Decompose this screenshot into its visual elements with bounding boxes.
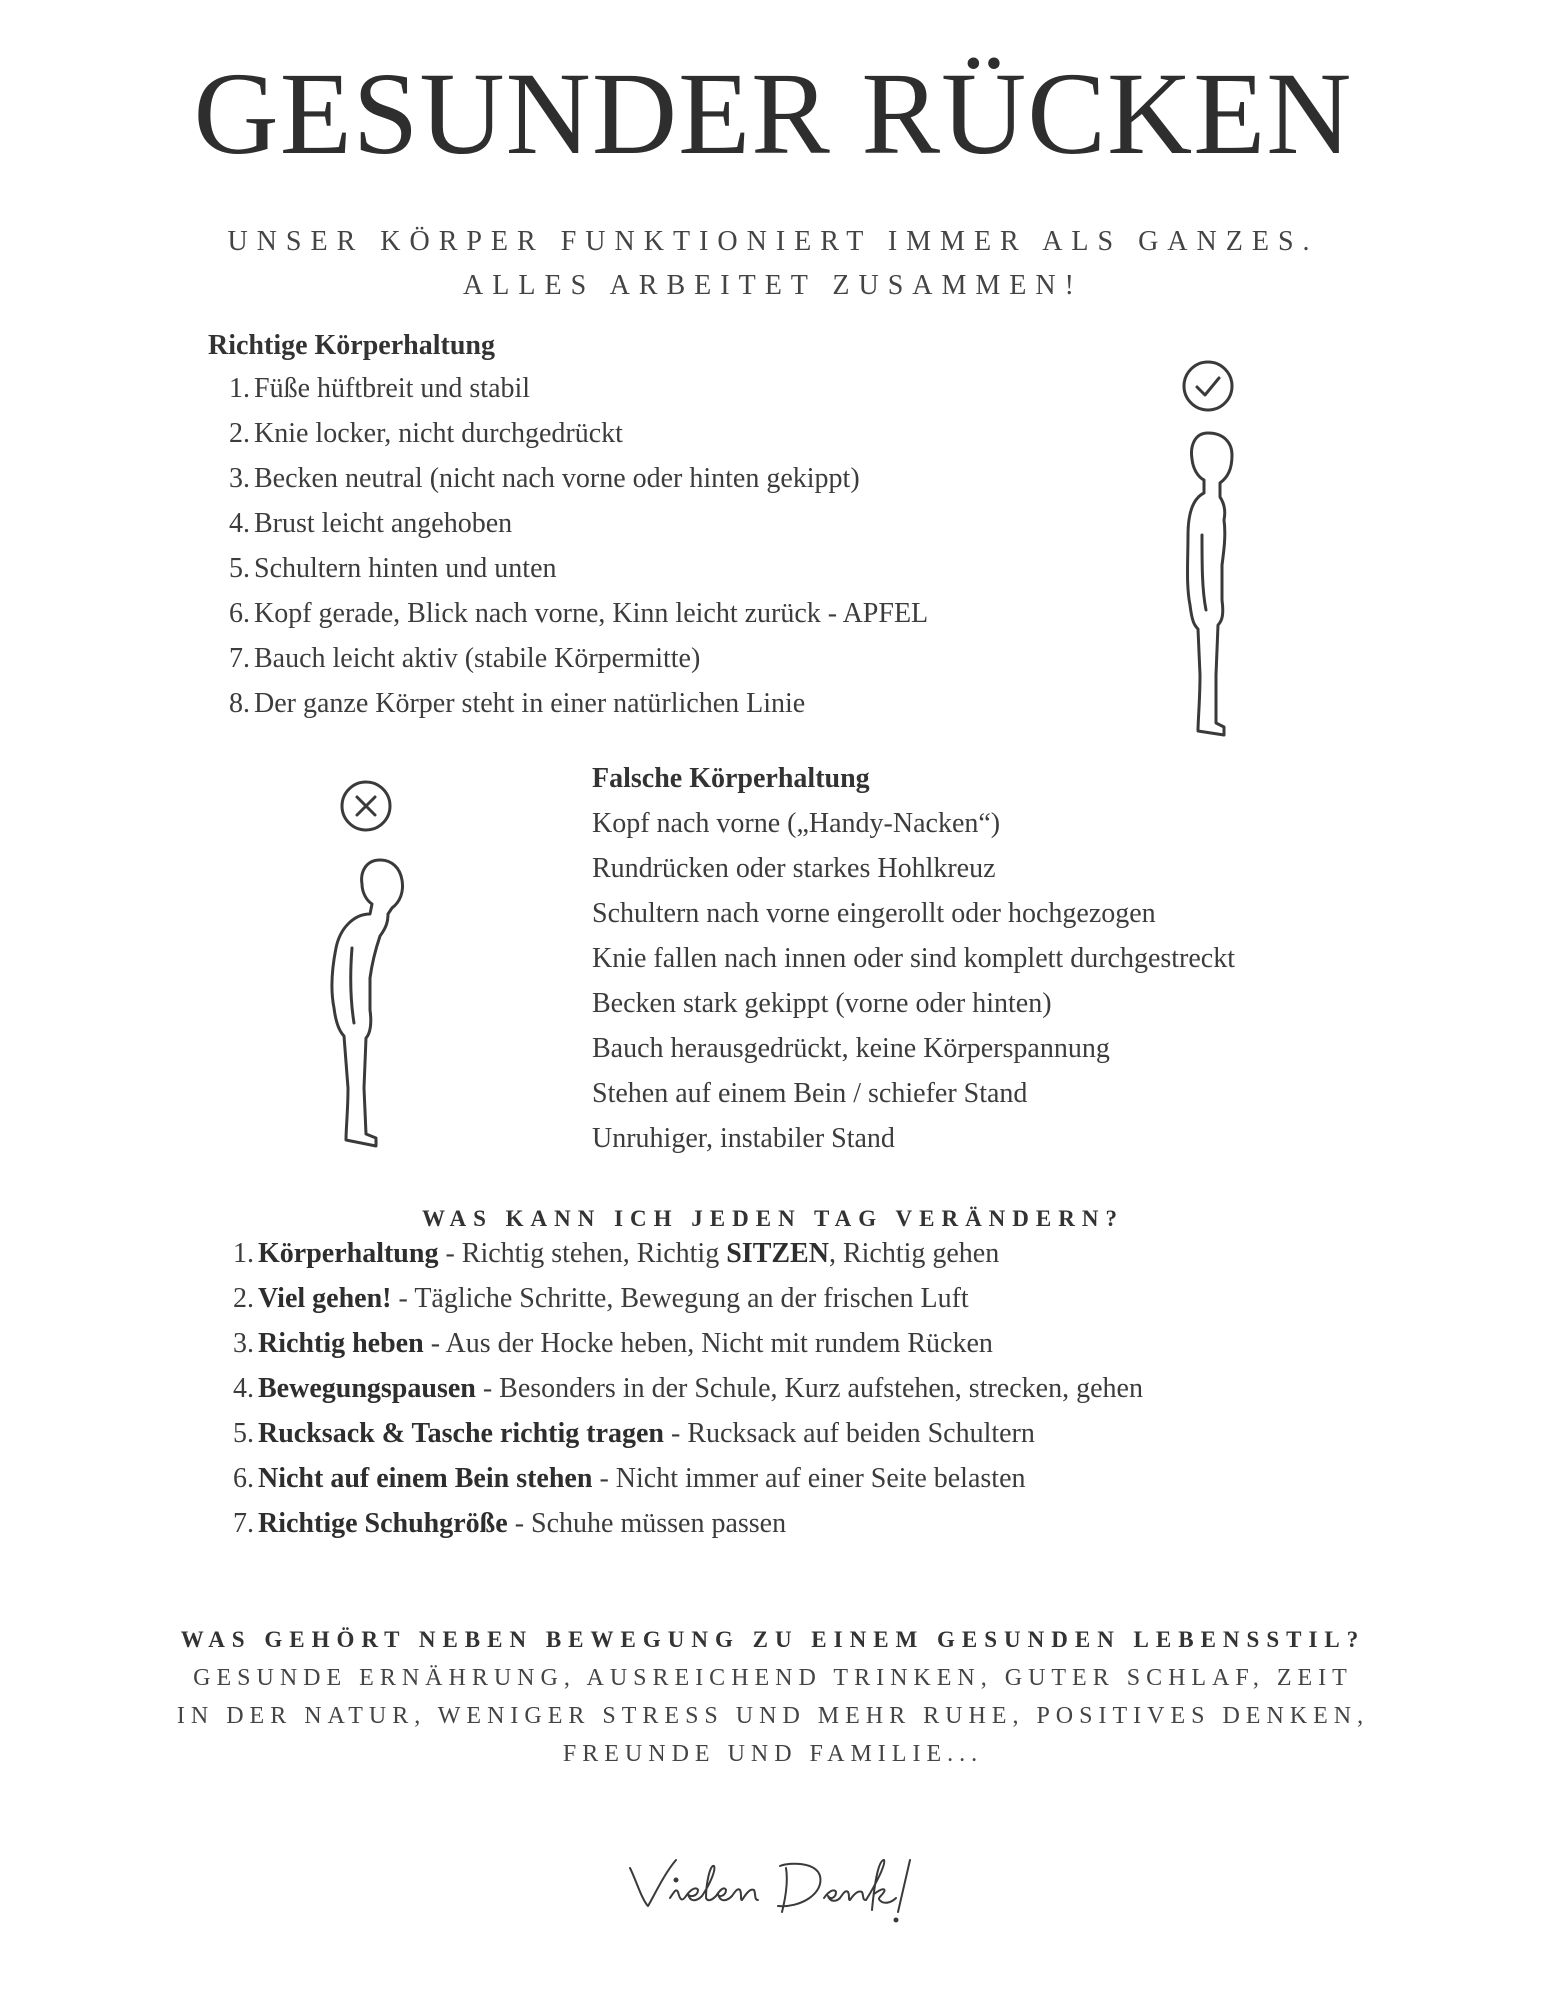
list-item: Stehen auf einem Bein / schiefer Stand [592, 1078, 1028, 1109]
list-bold-text: Körperhaltung [258, 1238, 439, 1269]
list-item [210, 1330, 993, 1358]
signature [620, 1840, 920, 1930]
list-text: - Schuhe müssen passen [507, 1508, 787, 1539]
list-item: Bauch herausgedrückt, keine Körperspannung [592, 1033, 1110, 1064]
list-text: , Richtig gehen [828, 1238, 1000, 1269]
list-text: - Nicht immer auf einer Seite belasten [592, 1463, 1026, 1494]
page-title: GESUNDER RÜCKEN [193, 48, 1353, 179]
list-number: 4. [233, 1373, 254, 1404]
lifestyle-line-1: GESUNDE ERNÄHRUNG, AUSREICHEND TRINKEN, GUTER SCHLAF, ZEIT [193, 1665, 1353, 1691]
list-bold-text: Richtige Schuhgröße [258, 1508, 508, 1539]
list-number: 5. [229, 553, 250, 584]
list-item [210, 1375, 1143, 1403]
list-number: 6. [233, 1463, 254, 1494]
x-circle-icon [338, 778, 394, 834]
list-item: Kopf nach vorne („Handy-Nacken“) [592, 808, 1001, 839]
list-text: Bauch leicht aktiv (stabile Körpermitte) [254, 643, 701, 674]
list-item [206, 600, 928, 628]
list-item [206, 465, 860, 493]
list-bold-text: Bewegungspausen [258, 1373, 476, 1404]
list-number: 8. [229, 688, 250, 719]
list-bold-text: Rucksack & Tasche richtig tragen [258, 1418, 664, 1449]
correct-posture-heading: Richtige Körperhaltung [208, 330, 495, 361]
list-item [210, 1420, 1035, 1448]
subtitle-line-2: ALLES ARBEITET ZUSAMMEN! [463, 270, 1083, 301]
list-item [206, 420, 623, 448]
list-text: - Tägliche Schritte, Bewegung an der frischen Luft [391, 1283, 969, 1314]
list-text: Becken neutral (nicht nach vorne oder hinten gekippt) [254, 463, 860, 494]
list-item: Becken stark gekippt (vorne oder hinten) [592, 988, 1052, 1019]
list-bold-text: SITZEN [726, 1238, 829, 1269]
list-number: 7. [233, 1508, 254, 1539]
subtitle-line-1: UNSER KÖRPER FUNKTIONIERT IMMER ALS GANZES. [227, 226, 1319, 257]
list-number: 3. [229, 463, 250, 494]
list-text: Kopf gerade, Blick nach vorne, Kinn leicht zurück - APFEL [254, 598, 929, 629]
list-item [210, 1240, 999, 1268]
check-circle-icon [1180, 358, 1236, 414]
list-item [206, 510, 512, 538]
list-number: 4. [229, 508, 250, 539]
lifestyle-heading: WAS GEHÖRT NEBEN BEWEGUNG ZU EINEM GESUNDEN LEBENSSTIL? [180, 1627, 1366, 1652]
list-number: 5. [233, 1418, 254, 1449]
list-text: - Aus der Hocke heben, Nicht mit rundem Rücken [423, 1328, 993, 1359]
list-item [206, 375, 530, 403]
list-item: Schultern nach vorne eingerollt oder hochgezogen [592, 898, 1156, 929]
list-text: - Rucksack auf beiden Schultern [664, 1418, 1035, 1449]
list-text: - Besonders in der Schule, Kurz aufstehen, strecken, gehen [475, 1373, 1143, 1404]
lifestyle-line-2: IN DER NATUR, WENIGER STRESS UND MEHR RUHE, POSITIVES DENKEN, [176, 1703, 1370, 1729]
list-bold-text: Nicht auf einem Bein stehen [258, 1463, 593, 1494]
list-text: Schultern hinten und unten [254, 553, 557, 584]
list-item: Rundrücken oder starkes Hohlkreuz [592, 853, 996, 884]
list-number: 2. [233, 1283, 254, 1314]
list-number: 7. [229, 643, 250, 674]
list-item [206, 645, 700, 673]
daily-changes-heading: WAS KANN ICH JEDEN TAG VERÄNDERN? [422, 1206, 1124, 1231]
wrong-posture-heading: Falsche Körperhaltung [592, 763, 870, 794]
list-item [206, 690, 805, 718]
upright-person-icon [1162, 425, 1262, 745]
list-bold-text: Viel gehen! [258, 1283, 392, 1314]
list-number: 3. [233, 1328, 254, 1359]
list-item: Unruhiger, instabiler Stand [592, 1123, 895, 1154]
lifestyle-line-3: FREUNDE UND FAMILIE... [562, 1741, 984, 1767]
slouching-person-icon [310, 848, 420, 1158]
list-item [210, 1510, 786, 1538]
list-item: Knie fallen nach innen oder sind komplett durchgestreckt [592, 943, 1236, 974]
list-bold-text: Richtig heben [258, 1328, 424, 1359]
list-text: Füße hüftbreit und stabil [254, 373, 531, 404]
list-text: Knie locker, nicht durchgedrückt [254, 418, 623, 449]
list-number: 1. [233, 1238, 254, 1269]
list-item [206, 555, 557, 583]
list-item [210, 1285, 969, 1313]
list-text: - Richtig stehen, Richtig [438, 1238, 727, 1269]
list-text: Brust leicht angehoben [254, 508, 513, 539]
list-item [210, 1465, 1026, 1493]
list-number: 6. [229, 598, 250, 629]
list-number: 1. [229, 373, 250, 404]
list-number: 2. [229, 418, 250, 449]
list-text: Der ganze Körper steht in einer natürlichen Linie [254, 688, 806, 719]
